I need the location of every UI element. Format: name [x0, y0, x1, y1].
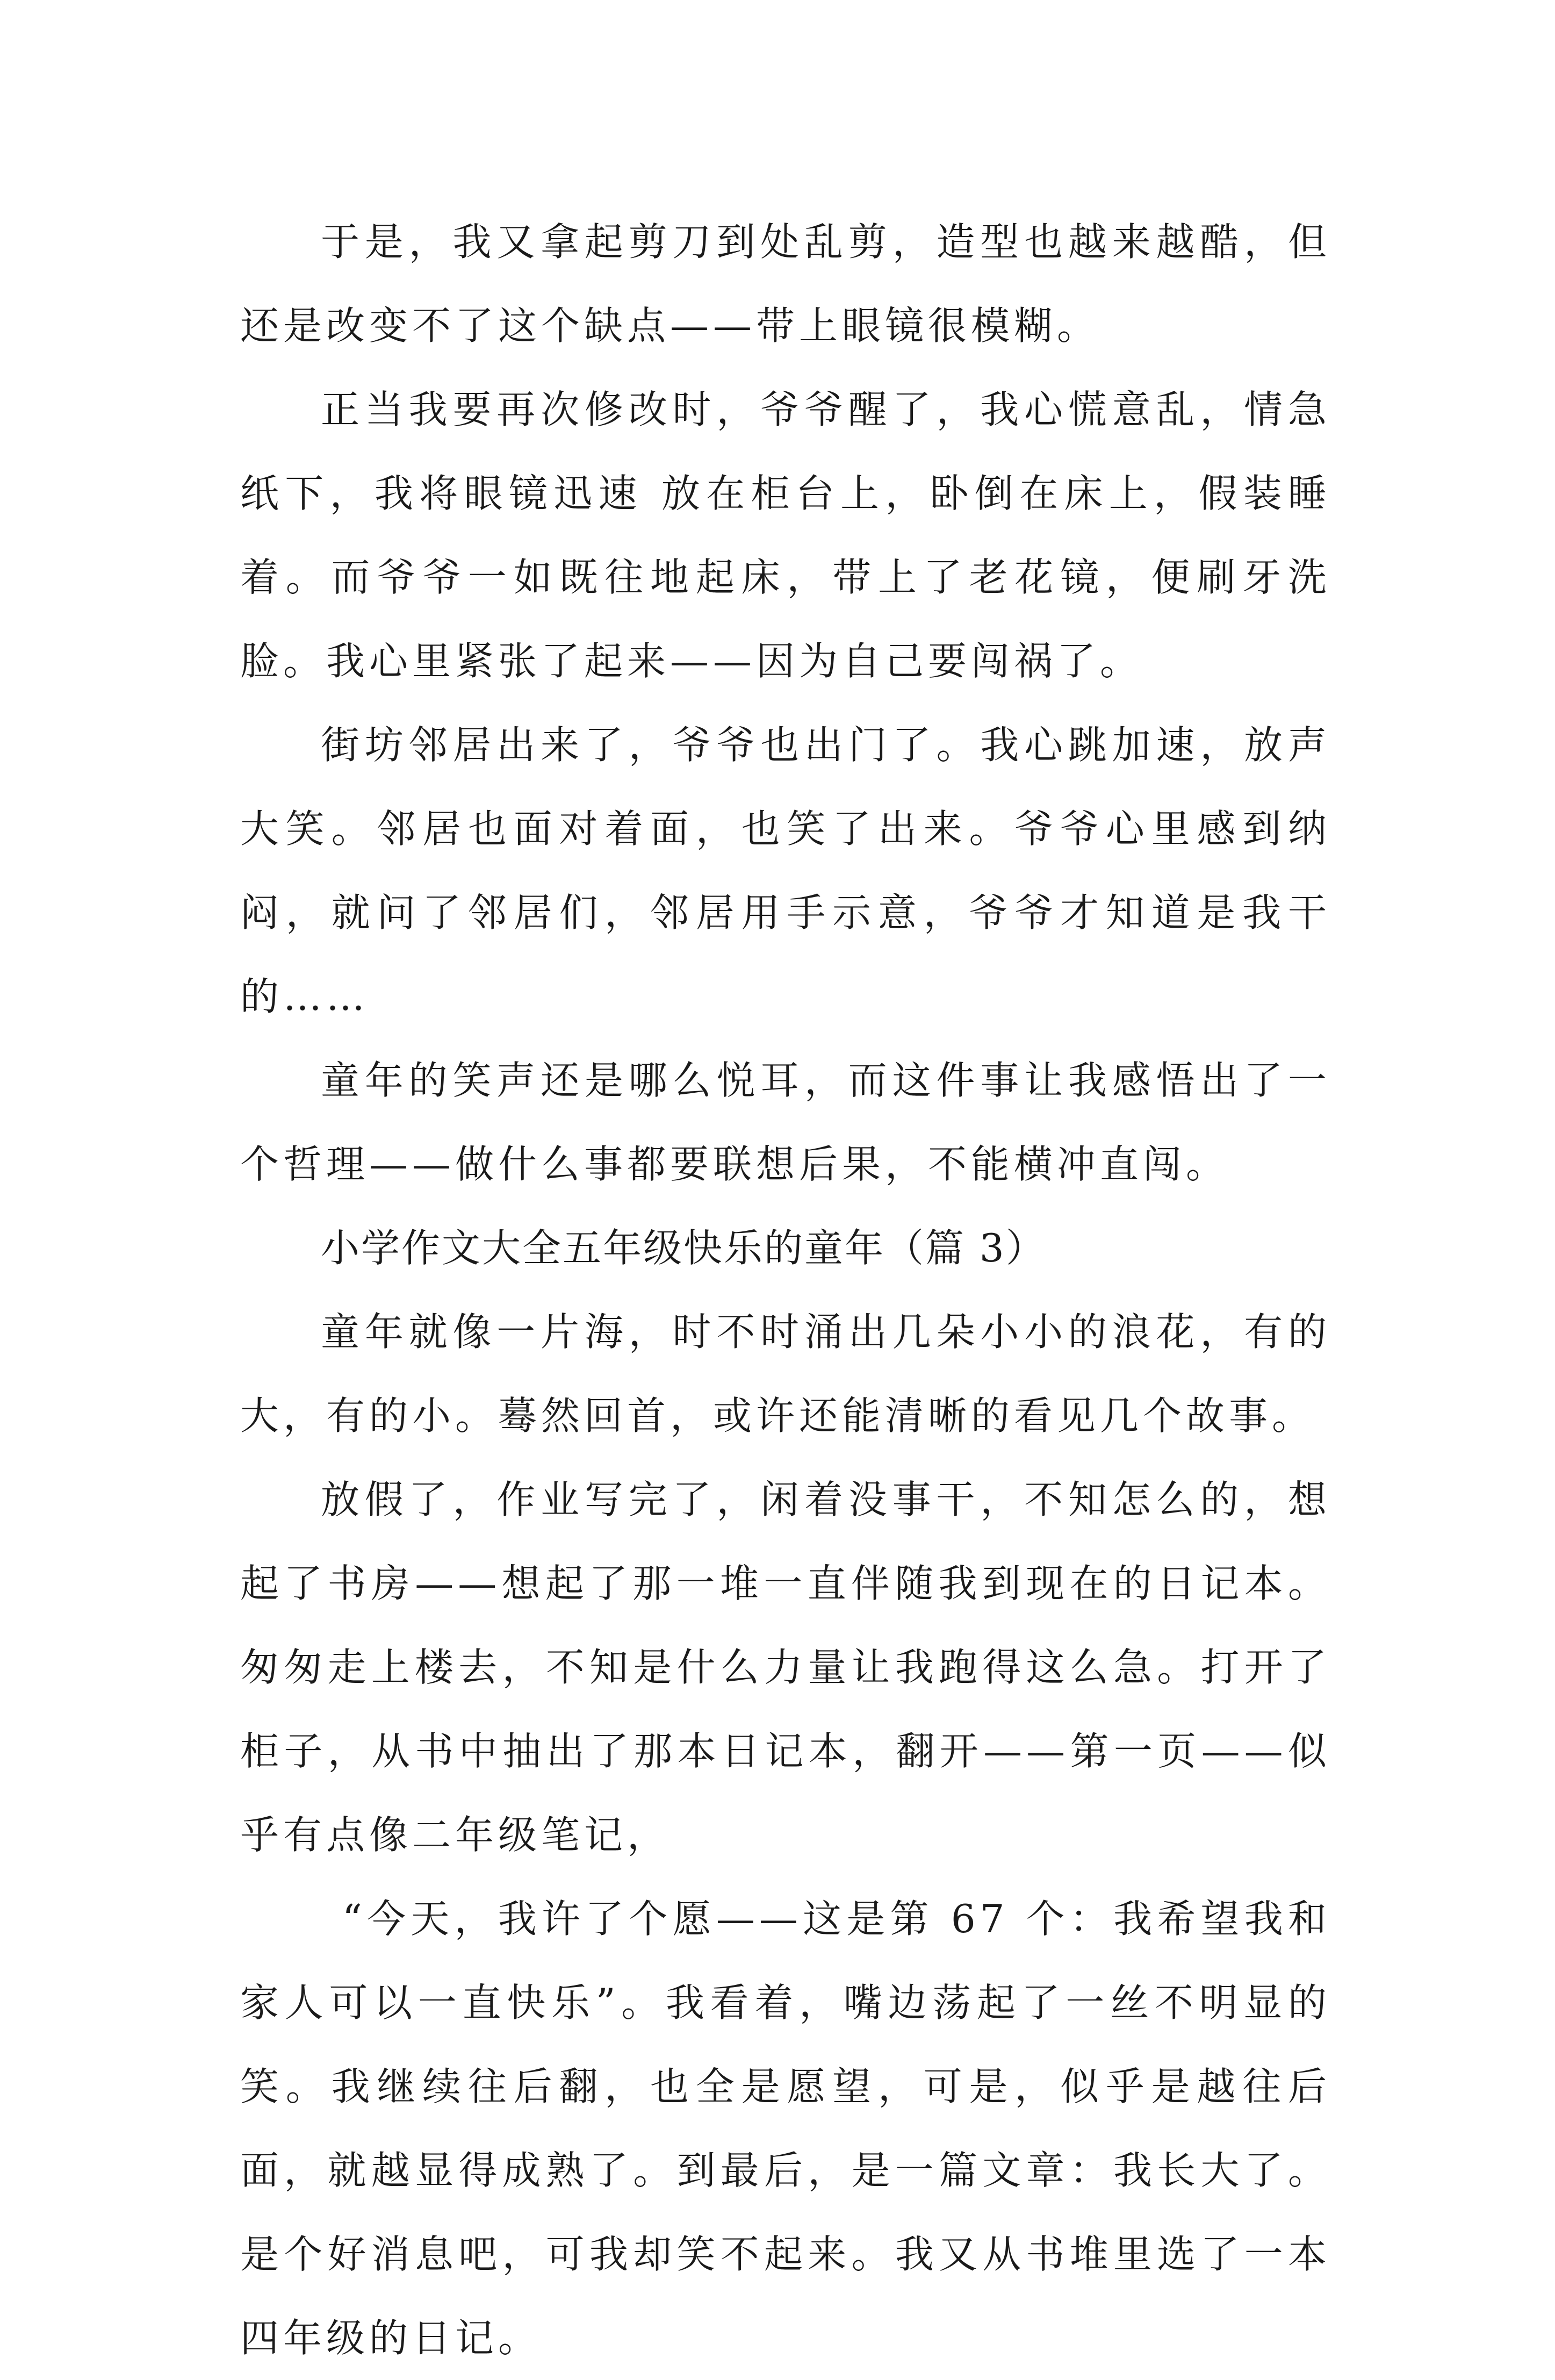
paragraph-grandpa-wakes: 正当我要再次修改时，爷爷醒了，我心慌意乱，情急纸下，我将眼镜迅速 放在柜台上，卧倒在床上，假装睡着。而爷爷一如既往地起床，带上了老花镜，便刷牙洗脸。我心里紧张了起来——因为自己要闯祸了。 [240, 387, 1331, 684]
section-heading: 小学作文大全五年级快乐的童年（篇 3） [321, 1225, 1046, 1271]
paragraph-diary: 放假了，作业写完了，闲着没事干，不知怎么的，想起了书房——想起了那一堆一直伴随我到现在的日记本。匆匆走上楼去，不知是什么力量让我跑得这么急。打开了柜子，从书中抽出了那本日记本，翻开——第一页——似乎有点像二年级笔记， [240, 1477, 1331, 1858]
paragraph-neighbors: 街坊邻居出来了，爷爷也出门了。我心跳加速，放声大笑。邻居也面对着面，也笑了出来。爷爷心里感到纳闷，就问了邻居们，邻居用手示意，爷爷才知道是我干的…… [240, 722, 1331, 1019]
paragraph-childhood-sea: 童年就像一片海，时不时涌出几朵小小的浪花，有的大，有的小。蓦然回首，或许还能清晰的看见几个故事。 [240, 1309, 1331, 1438]
paragraph-wish-quote: “今天，我许了个愿——这是第 67 个：我希望我和家人可以一直快乐”。我看着，嘴边荡起了一丝不明显的笑。我继续往后翻，也全是愿望，可是，似乎是越往后面，就越显得成熟了。到最后，是一篇文章：我长大了。是个好消息吧，可我却笑不起来。我又从书堆里选了一本四年级的日记。 [240, 1896, 1331, 2361]
article-body [240, 200, 1331, 2380]
paragraph-scissors: 于是，我又拿起剪刀到处乱剪，造型也越来越酷，但还是改变不了这个缺点——带上眼镜很模糊。 [240, 219, 1331, 348]
paragraph-lesson: 童年的笑声还是哪么悦耳，而这件事让我感悟出了一个哲理——做什么事都要联想后果，不能横冲直闯。 [240, 1058, 1331, 1187]
